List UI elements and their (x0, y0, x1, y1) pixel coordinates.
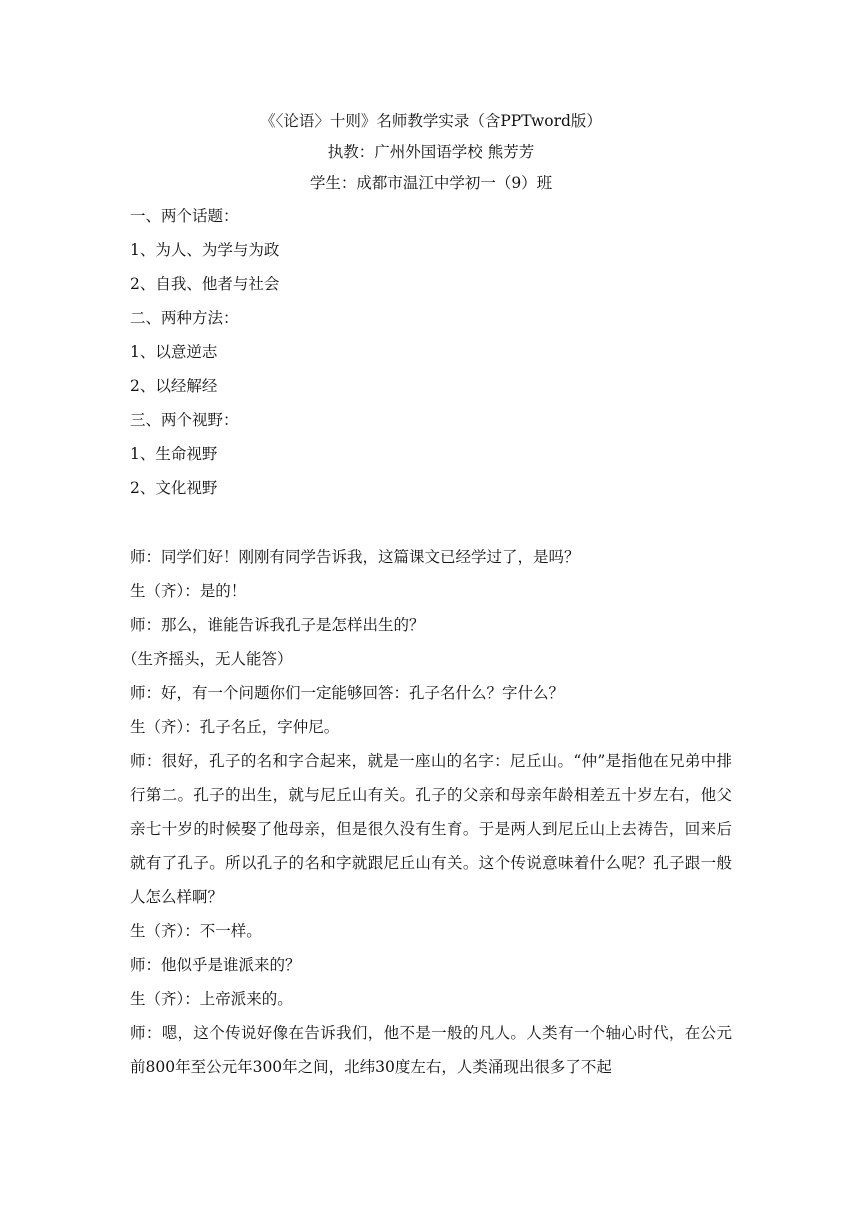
dialogue-paragraph: 师：嗯，这个传说好像在告诉我们，他不是一般的凡人。人类有一个轴心时代，在公元前800年至公元年300年之间，北纬30度左右，人类涌现出很多了不起 (130, 1024, 732, 1076)
dialogue-line: 生（齐）：上帝派来的。 (130, 990, 293, 1008)
blank-line (130, 505, 732, 540)
teacher-line: 执教：广州外国语学校 熊芳芳 (327, 143, 535, 161)
title-block (130, 106, 732, 199)
outline-item: 1、以意逆志 (130, 343, 218, 361)
outline-heading-methods: 二、两种方法： (130, 309, 239, 327)
dialogue-line: 师：那么，谁能告诉我孔子是怎样出生的？ (130, 616, 425, 634)
outline-heading-topics: 一、两个话题： (130, 207, 239, 225)
dialogue-line: 生（齐）：不一样。 (130, 922, 262, 940)
outline-item: 1、为人、为学与为政 (130, 241, 280, 259)
document-title: 《〈论语〉十则》名师教学实录（含PPTword版） (260, 112, 602, 130)
dialogue-line: 师：好，有一个问题你们一定能够回答：孔子名什么？字什么？ (130, 684, 565, 702)
dialogue-line: 生（齐）：孔子名丘，字仲尼。 (130, 718, 340, 736)
outline-heading-perspectives: 三、两个视野： (130, 411, 239, 429)
outline-item: 2、自我、他者与社会 (130, 275, 280, 293)
document-body (122, 106, 732, 1084)
dialogue-line: 生（齐）：是的！ (130, 582, 247, 600)
students-line: 学生：成都市温江中学初一（9）班 (309, 174, 553, 192)
outline-item: 2、以经解经 (130, 377, 218, 395)
outline-item: 1、生命视野 (130, 445, 218, 463)
dialogue-line: 师：他似乎是谁派来的？ (130, 956, 301, 974)
outline-list (130, 199, 732, 505)
outline-item: 2、文化视野 (130, 479, 218, 497)
stage-direction: （生齐摇头，无人能答） (122, 650, 293, 668)
dialogue-paragraph: 师：很好，孔子的名和字合起来，就是一座山的名字：尼丘山。“仲”是指他在兄弟中排行第二。孔子的出生，就与尼丘山有关。孔子的父亲和母亲年龄相差五十岁左右，他父亲七十岁的时候娶了他母亲，但是很久没有生育。于是两人到尼丘山上去祷告，回来后就有了孔子。所以孔子的名和字就跟尼丘山有关。这个传说意味着什么呢？孔子跟一般人怎么样啊？ (130, 752, 732, 906)
dialogue-transcript (122, 540, 732, 1084)
dialogue-line: 师：同学们好！刚刚有同学告诉我，这篇课文已经学过了，是吗？ (130, 548, 580, 566)
